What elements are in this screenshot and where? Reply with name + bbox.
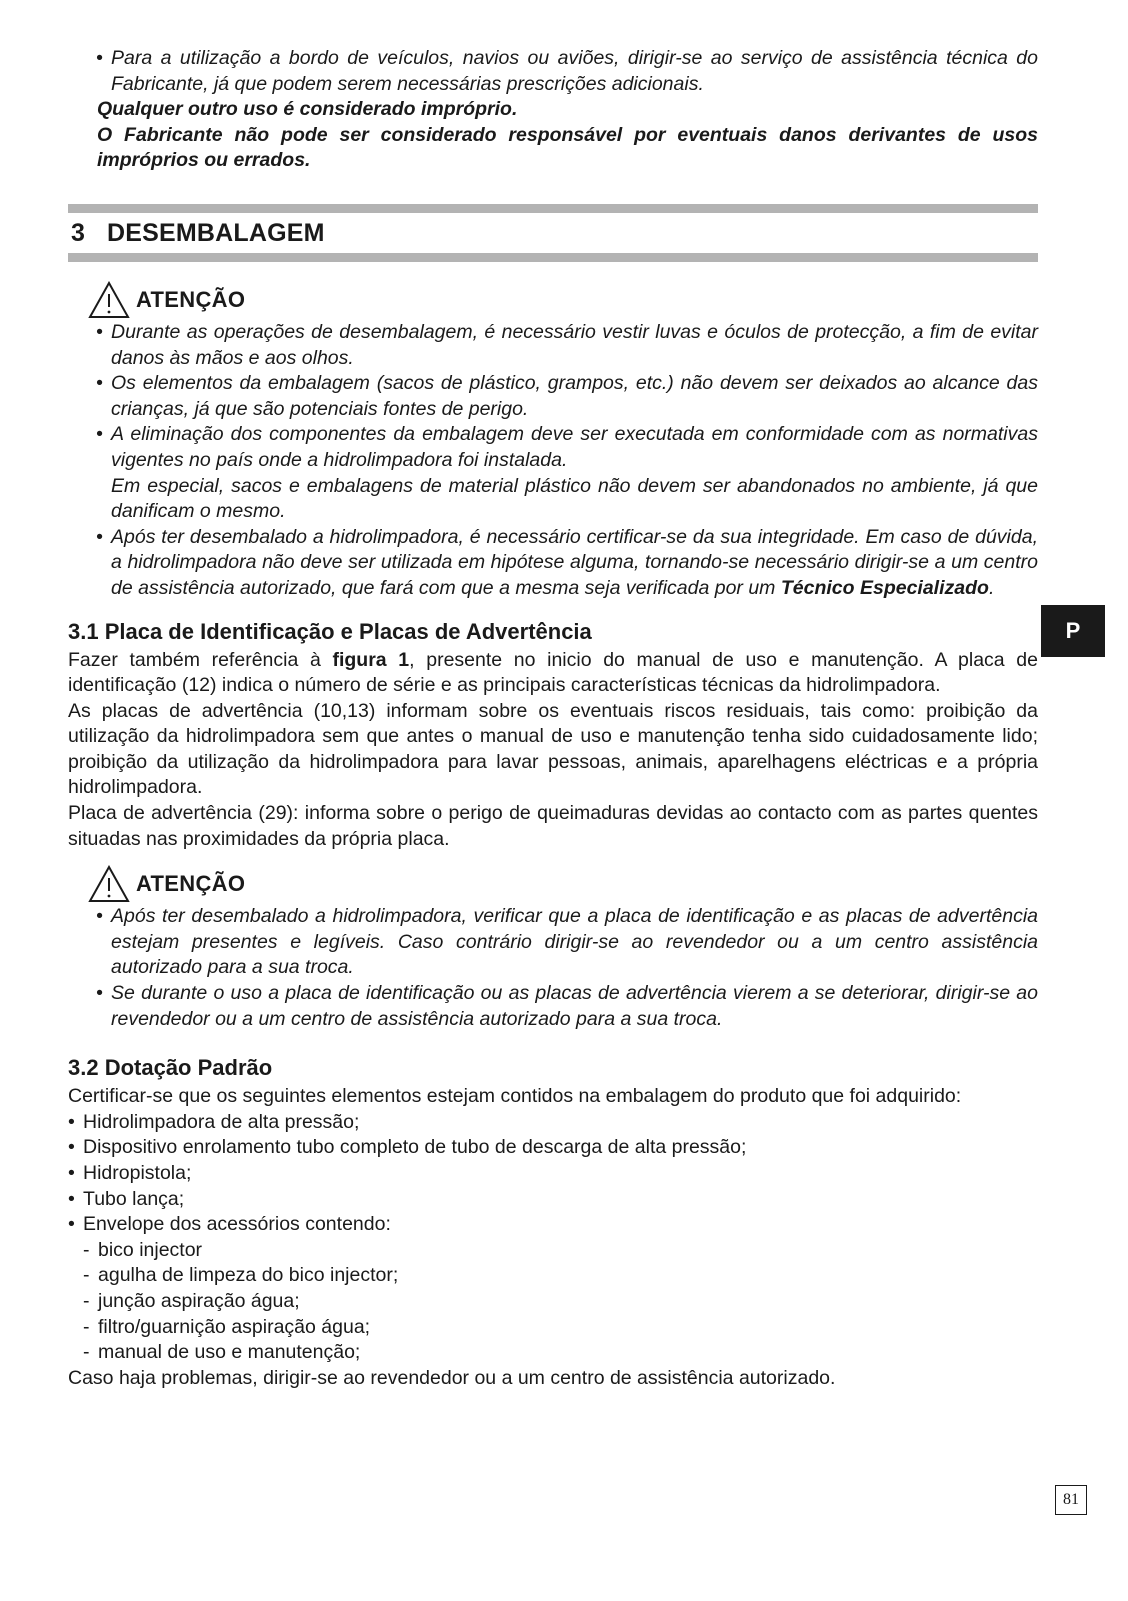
paragraph-text: , presente no inicio do manual de uso e manutenção. A placa de identificação (12) indica o número de série e as principais características técnicas da hidrolimpadora. bbox=[68, 648, 1038, 697]
section-3-bullet-extra: Em especial, sacos e embalagens de material plástico não devem ser abandonados no ambiente, já que danificam o mesmo. bbox=[111, 474, 1038, 523]
list-item bbox=[68, 1161, 1038, 1187]
section-3-1-bullet bbox=[68, 981, 1038, 1032]
sub-list-item bbox=[68, 1263, 1038, 1289]
section-3-bullet-bold: Técnico Especializado bbox=[780, 576, 989, 599]
bullet-dot: • bbox=[96, 525, 103, 548]
sub-list-item-text: manual de uso e manutenção; bbox=[98, 1341, 361, 1364]
section-3-bullet bbox=[68, 371, 1038, 422]
section-3-bullet-text: Após ter desembalado a hidrolimpadora, é necessário certificar-se da sua integridade. Em caso de dúvida, a hidrolimpadora não deve ser utilizada em hipótese alguma, tornando-se necessário dirigir-se a um centro de assistência autorizado, que fará com que a mesma seja verificada por um bbox=[111, 525, 1038, 599]
section-3-2-title: 3.2 Dotação Padrão bbox=[68, 1055, 273, 1081]
dash-marker: - bbox=[83, 1238, 90, 1261]
list-item bbox=[68, 1110, 1038, 1136]
bullet-dot: • bbox=[96, 372, 103, 395]
section-3-1-title: 3.1 Placa de Identificação e Placas de Advertência bbox=[68, 618, 592, 644]
bullet-dot: • bbox=[96, 320, 103, 343]
sub-list-item-text: filtro/guarnição aspiração água; bbox=[98, 1315, 371, 1338]
attention-heading-1 bbox=[88, 280, 1038, 320]
section-3-header bbox=[68, 204, 1038, 262]
section-3-title-text: DESEMBALAGEM bbox=[107, 218, 325, 247]
section-3-2-closing: Caso haja problemas, dirigir-se ao revendedor ou a um centro de assistência autorizado. bbox=[68, 1366, 836, 1389]
sub-list-item bbox=[68, 1315, 1038, 1341]
section-3-1-paragraph-3: Placa de advertência (29): informa sobre o perigo de queimaduras devidas ao contacto com as partes quentes situadas nas proximidades da própria placa. bbox=[68, 802, 1038, 850]
attention-label: ATENÇÃO bbox=[136, 871, 246, 897]
bullet-dot: • bbox=[96, 47, 103, 69]
sub-list-item bbox=[68, 1238, 1038, 1264]
section-bar-bottom bbox=[68, 253, 1038, 262]
bullet-dot: • bbox=[68, 1162, 75, 1184]
bullet-dot: • bbox=[68, 1187, 75, 1210]
section-bar-top bbox=[68, 204, 1038, 213]
bullet-dot: • bbox=[96, 905, 103, 928]
section-3-bullet-end: . bbox=[988, 576, 995, 599]
paragraph-text: Fazer também referência à bbox=[68, 648, 333, 671]
list-item bbox=[68, 1187, 1038, 1213]
section-3-bullet bbox=[68, 422, 1038, 524]
section-3-2-intro: Certificar-se que os seguintes elementos estejam contidos na embalagem do produto que foi adquirido: bbox=[68, 1085, 962, 1108]
sub-list-item-text: agulha de limpeza do bico injector; bbox=[98, 1264, 399, 1287]
section-3-1-bullet bbox=[68, 904, 1038, 981]
attention-heading-2 bbox=[88, 864, 1038, 904]
bullet-dot: • bbox=[68, 1136, 75, 1159]
bullet-dot: • bbox=[68, 1213, 75, 1236]
intro-bullet-text: Para a utilização a bordo de veículos, navios ou aviões, dirigir-se ao serviço de assistência técnica do Fabricante, já que podem serem necessárias prescrições adicionais. bbox=[111, 47, 1038, 95]
attention-label: ATENÇÃO bbox=[136, 286, 246, 312]
sub-list-item-text: bico injector bbox=[98, 1238, 203, 1261]
section-3-bullet-text: Os elementos da embalagem (sacos de plástico, grampos, etc.) não devem ser deixados ao alcance das crianças, já que são potenciais fontes de perigo. bbox=[111, 372, 1038, 420]
dash-marker: - bbox=[83, 1341, 90, 1364]
sub-list-item bbox=[68, 1289, 1038, 1315]
section-3-1-paragraph bbox=[68, 648, 1038, 699]
section-3-bullet-text: Durante as operações de desembalagem, é necessário vestir luvas e óculos de protecção, a fim de evitar danos às mãos e aos olhos. bbox=[111, 320, 1038, 369]
warning-triangle-icon bbox=[88, 865, 130, 903]
warning-triangle-icon bbox=[88, 281, 130, 319]
page-content bbox=[68, 46, 1038, 1391]
figure-reference: figura 1 bbox=[332, 648, 410, 671]
intro-bold-1: Qualquer outro uso é considerado impróprio. bbox=[97, 98, 518, 121]
section-3-bullet-text: A eliminação dos componentes da embalagem deve ser executada em conformidade com as normativas vigentes no país onde a hidrolimpadora foi instalada. bbox=[111, 423, 1038, 471]
list-item-text: Envelope dos acessórios contendo: bbox=[83, 1213, 391, 1236]
list-item-text: Hidropistola; bbox=[83, 1162, 192, 1184]
list-item-text: Dispositivo enrolamento tubo completo de tubo de descarga de alta pressão; bbox=[83, 1136, 747, 1159]
sub-list-item bbox=[68, 1340, 1038, 1366]
bullet-dot: • bbox=[96, 423, 103, 446]
page-number: 81 bbox=[1055, 1485, 1087, 1515]
intro-bold-2: O Fabricante não pode ser considerado responsável por eventuais danos derivantes de usos impróprios ou errados. bbox=[97, 123, 1038, 172]
sub-list-item-text: junção aspiração água; bbox=[98, 1289, 300, 1312]
section-3-1-bullet-text: Após ter desembalado a hidrolimpadora, verificar que a placa de identificação e as placas de advertência estejam presentes e legíveis. Caso contrário dirigir-se ao revendedor ou a um centro assistência autorizado para a sua troca. bbox=[111, 905, 1038, 979]
dash-marker: - bbox=[83, 1289, 90, 1312]
section-3-1-bullet-text: Se durante o uso a placa de identificação ou as placas de advertência vierem a se deteriorar, dirigir-se ao revendedor ou a um centro de assistência autorizado para a sua troca. bbox=[111, 982, 1038, 1030]
section-3-bullet bbox=[68, 525, 1038, 602]
section-3-number: 3 bbox=[71, 218, 86, 247]
section-3-bullet bbox=[68, 320, 1038, 371]
list-item-text: Tubo lança; bbox=[83, 1187, 185, 1210]
list-item-text: Hidrolimpadora de alta pressão; bbox=[83, 1110, 360, 1133]
section-3-title bbox=[68, 213, 1038, 253]
section-3-1-paragraph-2: As placas de advertência (10,13) informam sobre os eventuais riscos residuais, tais como: proibição da utilização da hidrolimpadora sem que antes o manual de uso e manutenção tenha sido cuidadosamente lido; proibição da utilização da hidrolimpadora para lavar pessoas, animais, aparelhagens eléctricas e a própria hidrolimpadora. bbox=[68, 699, 1038, 799]
dash-marker: - bbox=[83, 1315, 90, 1338]
language-side-tab: P bbox=[1041, 605, 1105, 657]
bullet-dot: • bbox=[68, 1110, 75, 1133]
dash-marker: - bbox=[83, 1264, 90, 1287]
list-item bbox=[68, 1212, 1038, 1238]
bullet-dot: • bbox=[96, 982, 103, 1005]
intro-bullet bbox=[68, 46, 1038, 97]
list-item bbox=[68, 1135, 1038, 1161]
